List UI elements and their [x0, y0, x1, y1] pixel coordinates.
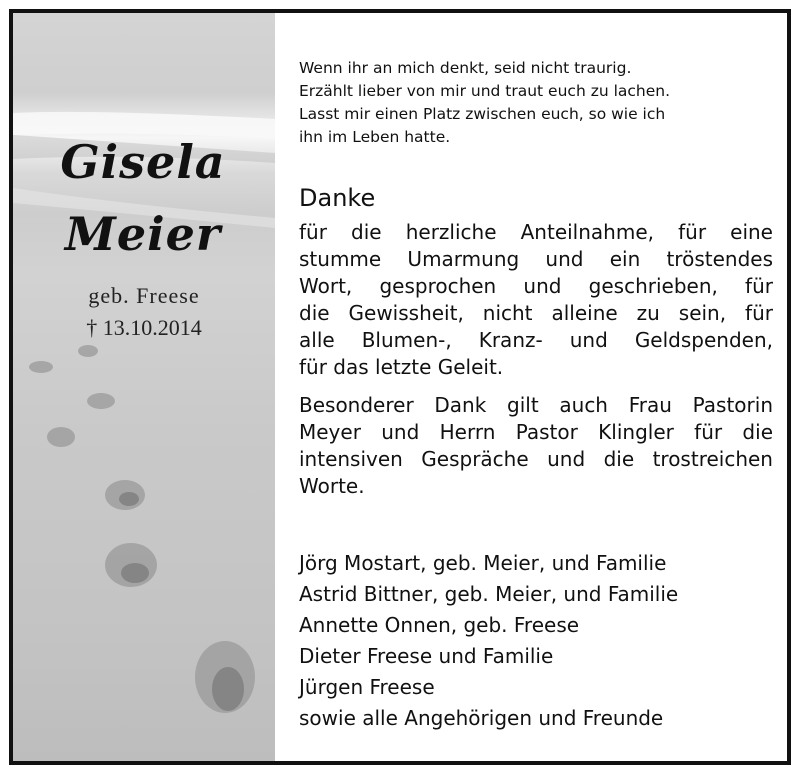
poem-line: Wenn ihr an mich denkt, seid nicht traurig. — [299, 59, 632, 77]
signer: Jürgen Freese — [299, 675, 435, 699]
signer: Dieter Freese und Familie — [299, 644, 554, 668]
poem-line: ihn im Leben hatte. — [299, 128, 451, 146]
thanks-line: Wort, gesprochen und geschrieben, für — [299, 274, 773, 298]
beach-footprints-photo — [13, 13, 275, 761]
special-thanks-line: Worte. — [299, 474, 365, 498]
thanks-line: die Gewissheit, nicht alleine zu sein, für — [299, 301, 773, 325]
thanks-paragraph — [299, 219, 773, 381]
thanks-line: für das letzte Geleit. — [299, 355, 504, 379]
special-thanks-line: Meyer und Herrn Pastor Klingler für die — [299, 420, 773, 444]
signer: Annette Onnen, geb. Freese — [299, 613, 580, 637]
poem-line: Erzählt lieber von mir und traut euch zu lachen. — [299, 82, 671, 100]
special-thanks-line: intensiven Gespräche und die trostreichen — [299, 447, 773, 471]
first-name: Gisela — [60, 135, 226, 189]
poem-line: Lasst mir einen Platz zwischen euch, so wie ich — [299, 105, 666, 123]
thanks-line: für die herzliche Anteilnahme, für eine — [299, 220, 773, 244]
death-date: † 13.10.2014 — [86, 315, 202, 340]
obituary-notice — [9, 9, 791, 765]
thanks-heading: Danke — [299, 184, 376, 212]
footprints-illustration — [13, 13, 275, 761]
special-thanks-paragraph — [299, 392, 773, 500]
thanks-line: stumme Umarmung und ein tröstendes — [299, 247, 773, 271]
maiden-name: geb. Freese — [88, 283, 200, 308]
signers-list — [299, 548, 773, 734]
poem — [299, 57, 773, 149]
signer: sowie alle Angehörigen und Freunde — [299, 706, 664, 730]
signer: Astrid Bittner, geb. Meier, und Familie — [299, 582, 679, 606]
signer: Jörg Mostart, geb. Meier, und Familie — [299, 551, 667, 575]
last-name: Meier — [64, 207, 222, 261]
thanks-line: alle Blumen-, Kranz- und Geldspenden, — [299, 328, 773, 352]
special-thanks-line: Besonderer Dank gilt auch Frau Pastorin — [299, 393, 773, 417]
